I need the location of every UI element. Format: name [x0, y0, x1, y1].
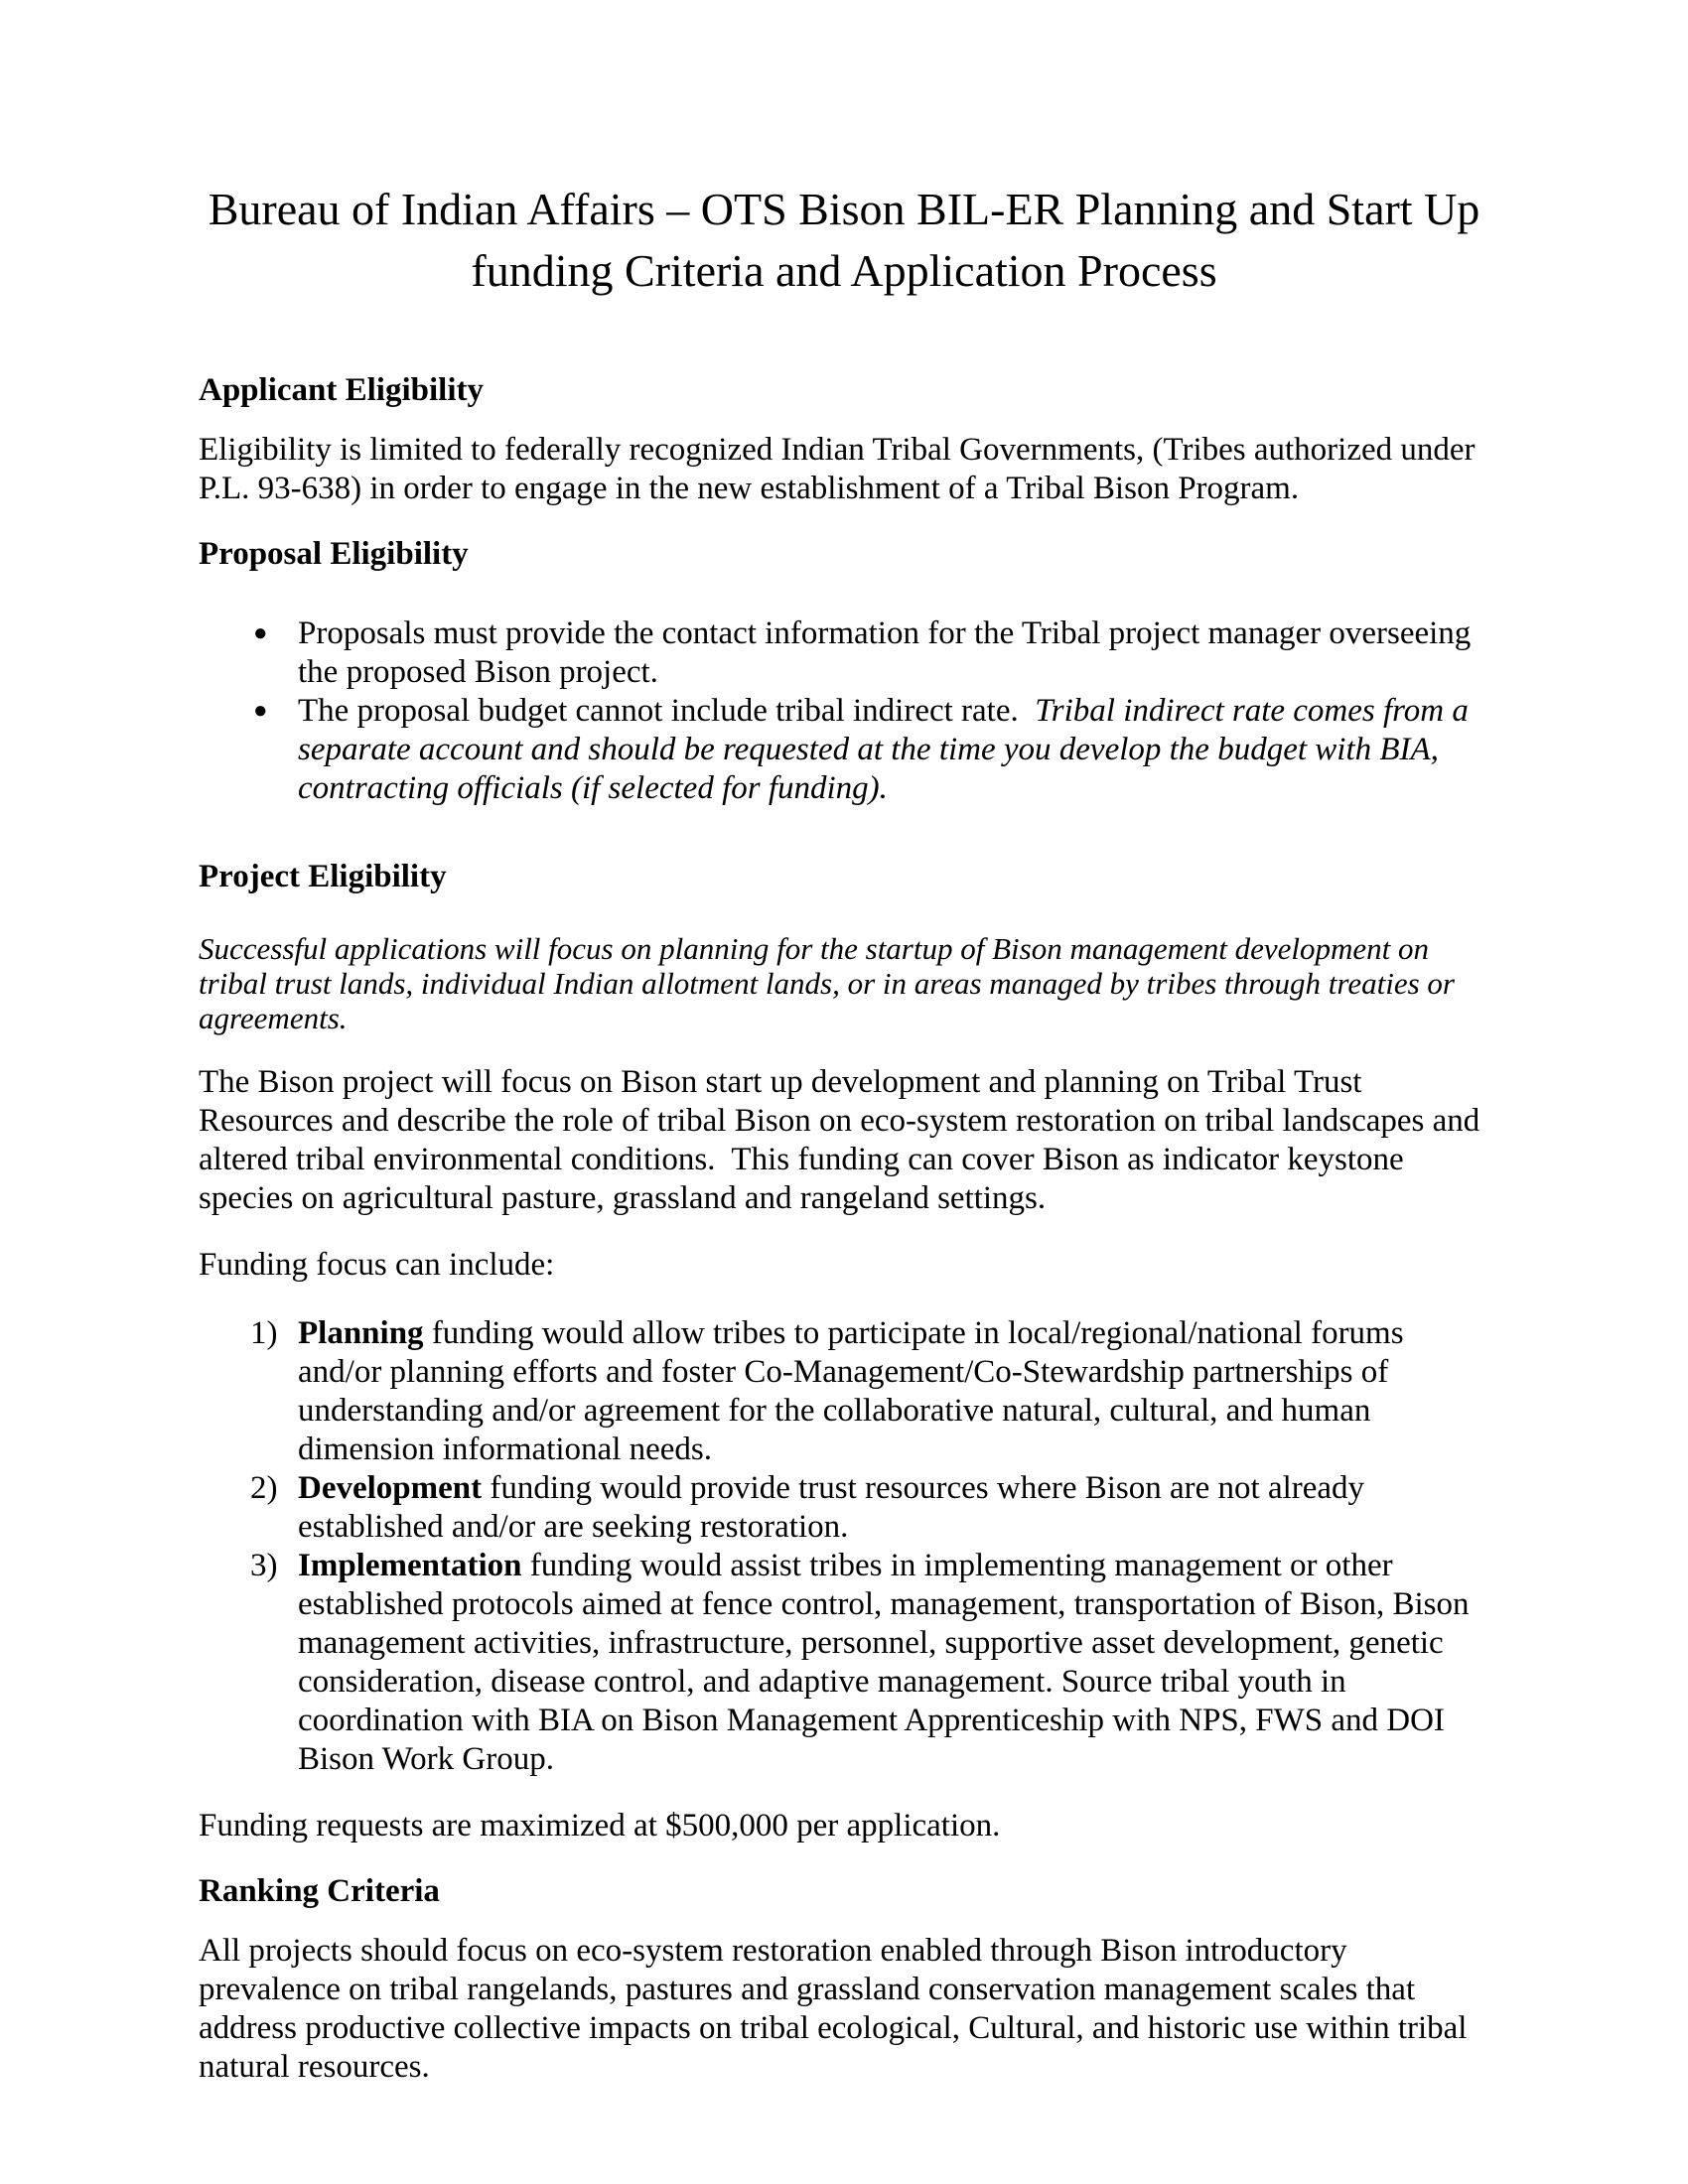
numbered-text-implementation: [298, 1548, 1477, 1777]
paragraph-funding-max: Funding requests are maximized at $500,000 per application.: [199, 1808, 1001, 1843]
bullet-marker: ●: [253, 698, 268, 724]
bullet-item-contact-info: [199, 614, 1489, 692]
number-marker: 3): [250, 1548, 278, 1583]
heading-proposal-eligibility: Proposal Eligibility: [199, 536, 469, 572]
number-marker: 2): [250, 1470, 278, 1506]
bullet-text-italic-run: Tribal indirect rate comes from a separate account and should be requested at the time you develop the budget with BIA, contracting officials (if selected for funding).: [298, 693, 1477, 806]
numbered-item-development: [199, 1469, 1489, 1547]
heading-project-eligibility: Project Eligibility: [199, 859, 447, 894]
bullet-item-indirect-rate: [199, 692, 1489, 808]
numbered-item-implementation: [199, 1547, 1489, 1779]
bullet-text-indirect-rate: [298, 693, 1477, 806]
numbered-item-planning: [199, 1314, 1489, 1469]
proposal-bullet-list: [199, 614, 1489, 808]
heading-ranking-criteria: Ranking Criteria: [199, 1873, 440, 1909]
paragraph-project-intro-italic: Successful applications will focus on planning for the startup of Bison management development on tribal trust lands, individual Indian allotment lands, or in areas managed by tribes through treaties or agreements.: [199, 931, 1463, 1035]
numbered-rest-implementation: funding would assist tribes in implementing management or other established protocols aimed at fence control, management, transportation of Bison, Bison management activities, infrastructure, personnel, supportive asset development, genetic consideration, disease control, and adaptive management. Source tribal youth in coordination with BIA on Bison Management Apprenticeship with NPS, FWS and DOI Bison Work Group.: [298, 1548, 1477, 1777]
numbered-lead-implementation: Implementation: [298, 1548, 522, 1583]
bullet-text-contact-info: Proposals must provide the contact information for the Tribal project manager overseeing the proposed Bison project.: [298, 615, 1479, 690]
numbered-text-development: [298, 1470, 1372, 1545]
funding-focus-numbered-list: [199, 1314, 1489, 1779]
bullet-marker: ●: [253, 620, 268, 646]
numbered-lead-planning: Planning: [298, 1315, 424, 1351]
document-title-line2: funding Criteria and Application Process: [471, 245, 1217, 296]
numbered-lead-development: Development: [298, 1470, 483, 1506]
paragraph-ranking-body: All projects should focus on eco-system restoration enabled through Bison introductory prevalence on tribal rangelands, pastures and grassland conservation management scales that address productive collective impacts on tribal ecological, Cultural, and historic use within tribal natural resources.: [199, 1933, 1476, 2085]
paragraph-project-body: The Bison project will focus on Bison start up development and planning on Tribal Trust Resources and describe the role of tribal Bison on eco-system restoration on tribal landscapes and altered tribal environmental conditions. This funding can cover Bison as indicator keystone species on agricultural pasture, grassland and rangeland settings.: [199, 1064, 1488, 1216]
numbered-rest-development: funding would provide trust resources where Bison are not already established and/or are seeking restoration.: [298, 1470, 1373, 1545]
paragraph-applicant-eligibility: Eligibility is limited to federally recognized Indian Tribal Governments, (Tribes authorized under P.L. 93-638) in order to engage in the new establishment of a Tribal Bison Program.: [199, 432, 1483, 506]
number-marker: 1): [250, 1315, 278, 1351]
heading-applicant-eligibility: Applicant Eligibility: [199, 372, 484, 408]
paragraph-funding-focus-label: Funding focus can include:: [199, 1247, 555, 1283]
numbered-text-planning: [298, 1315, 1412, 1467]
document-title-line1: Bureau of Indian Affairs – OTS Bison BIL-ER Planning and Start Up: [208, 184, 1480, 234]
numbered-rest-planning: funding would allow tribes to participate in local/regional/national forums and/or planning efforts and foster Co-Management/Co-Stewardship partnerships of understanding and/or agreement for the collaborative natural, cultural, and human dimension informational needs.: [298, 1315, 1412, 1467]
document-title: [199, 179, 1489, 302]
bullet-text-normal-run: The proposal budget cannot include tribal indirect rate.: [298, 693, 1019, 729]
